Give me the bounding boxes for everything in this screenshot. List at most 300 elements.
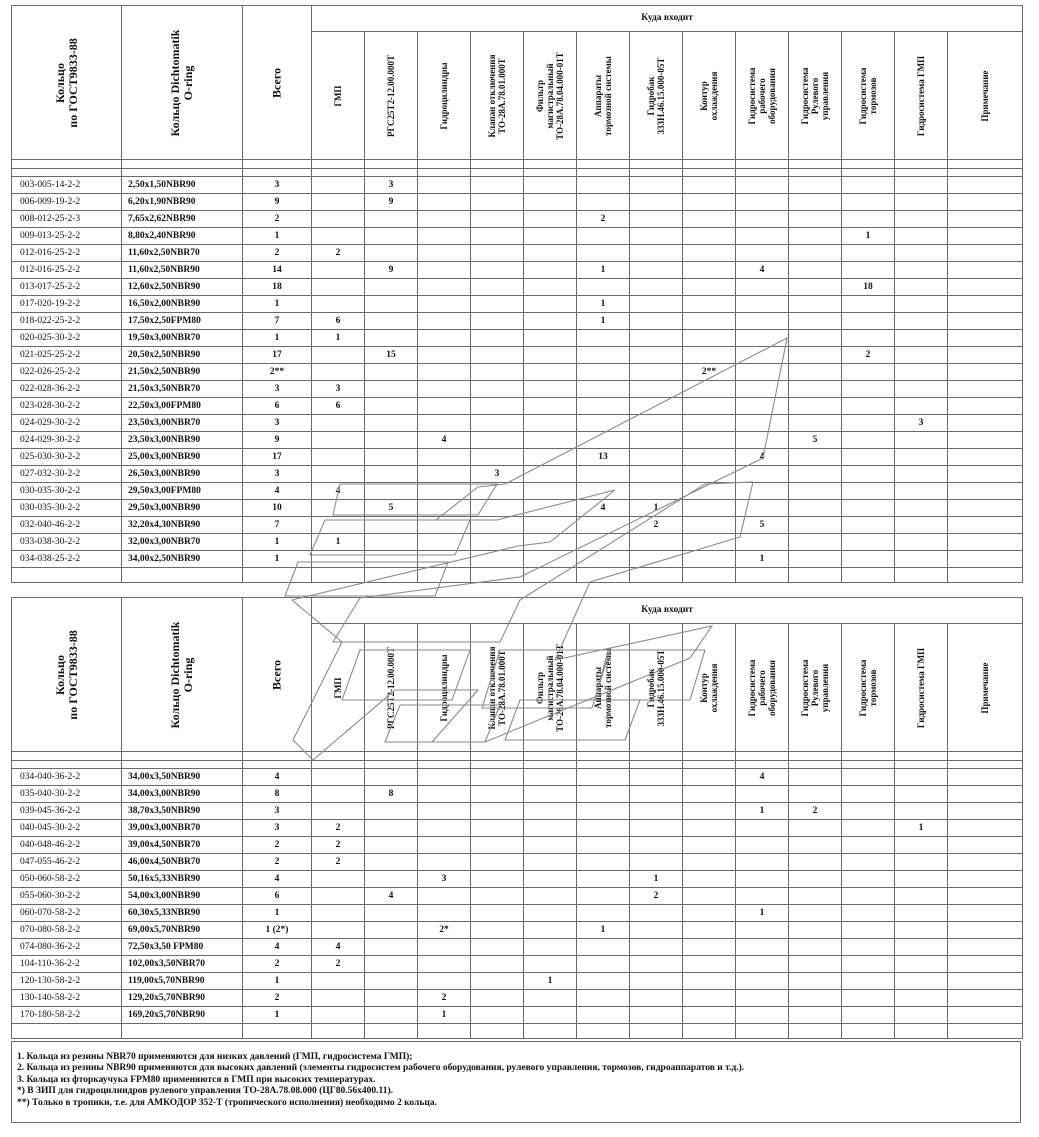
destination-qty-cell xyxy=(683,888,736,905)
destination-qty-cell: 1 xyxy=(577,313,630,330)
header-ring-dichtomatik-label: Кольцо Dichtomatik O-ring xyxy=(168,621,195,728)
total-cell: 3 xyxy=(243,177,312,194)
spacer-cell xyxy=(524,160,577,169)
destination-qty-cell xyxy=(683,347,736,364)
spacer-cell xyxy=(630,568,683,583)
destination-qty-cell xyxy=(365,922,418,939)
spacer-cell xyxy=(895,568,948,583)
destination-qty-cell xyxy=(736,922,789,939)
destination-qty-cell xyxy=(365,432,418,449)
destination-qty-cell xyxy=(524,990,577,1007)
spacer-cell xyxy=(312,160,365,169)
destination-qty-cell xyxy=(365,245,418,262)
destination-qty-cell xyxy=(895,228,948,245)
destination-qty-cell: 9 xyxy=(365,262,418,279)
destination-qty-cell: 2 xyxy=(418,990,471,1007)
destination-qty-cell xyxy=(683,245,736,262)
total-cell: 1 xyxy=(243,330,312,347)
spacer-cell xyxy=(312,761,365,769)
destination-qty-cell xyxy=(948,905,1023,922)
table-row xyxy=(12,177,1023,194)
destination-qty-cell xyxy=(948,1007,1023,1024)
total-cell: 2 xyxy=(243,245,312,262)
spacer-cell xyxy=(524,169,577,177)
destination-qty-cell xyxy=(895,905,948,922)
destination-qty-cell xyxy=(895,398,948,415)
destination-qty-cell xyxy=(365,313,418,330)
table-row xyxy=(12,500,1023,517)
destination-qty-cell xyxy=(471,854,524,871)
spacer-cell xyxy=(471,752,524,761)
destination-qty-cell xyxy=(524,262,577,279)
destination-qty-cell xyxy=(418,245,471,262)
spacer-cell xyxy=(577,752,630,761)
destination-qty-cell xyxy=(683,803,736,820)
header-destination xyxy=(630,624,683,752)
table-row xyxy=(12,956,1023,973)
ring-gost-cell: 035-040-30-2-2 xyxy=(12,786,122,803)
destination-qty-cell xyxy=(312,296,365,313)
spacer-cell xyxy=(122,761,243,769)
spacer-cell xyxy=(577,568,630,583)
header-destination-label: Гидросистема ГМП xyxy=(916,55,926,136)
header-ring-dichtomatik-label: Кольцо Dichtomatik O-ring xyxy=(168,29,195,136)
destination-qty-cell: 2 xyxy=(312,854,365,871)
destination-qty-cell xyxy=(365,228,418,245)
destination-qty-cell xyxy=(524,466,577,483)
destination-qty-cell xyxy=(895,194,948,211)
header-destination xyxy=(418,624,471,752)
destination-qty-cell xyxy=(842,381,895,398)
destination-qty-cell xyxy=(471,922,524,939)
spacer-cell xyxy=(418,752,471,761)
spacer-cell xyxy=(895,160,948,169)
destination-qty-cell xyxy=(683,194,736,211)
spacer-cell xyxy=(243,160,312,169)
spacer-cell xyxy=(683,761,736,769)
destination-qty-cell xyxy=(895,500,948,517)
spacer-cell xyxy=(122,568,243,583)
header-ring-dichtomatik xyxy=(122,598,243,752)
spacer-cell xyxy=(577,169,630,177)
header-destination xyxy=(683,32,736,160)
destination-qty-cell xyxy=(789,347,842,364)
destination-qty-cell xyxy=(365,1007,418,1024)
destination-qty-cell xyxy=(736,432,789,449)
destination-qty-cell xyxy=(418,973,471,990)
destination-qty-cell xyxy=(683,228,736,245)
ring-gost-cell: 020-025-30-2-2 xyxy=(12,330,122,347)
destination-qty-cell xyxy=(948,517,1023,534)
destination-qty-cell xyxy=(736,364,789,381)
destination-qty-cell xyxy=(418,854,471,871)
spacer-cell xyxy=(471,1024,524,1039)
destination-qty-cell xyxy=(524,177,577,194)
table-row xyxy=(12,905,1023,922)
destination-qty-cell xyxy=(895,177,948,194)
destination-qty-cell xyxy=(630,296,683,313)
destination-qty-cell xyxy=(683,381,736,398)
ring-gost-cell: 023-028-30-2-2 xyxy=(12,398,122,415)
destination-qty-cell xyxy=(948,245,1023,262)
destination-qty-cell xyxy=(524,820,577,837)
destination-qty-cell: 3 xyxy=(418,871,471,888)
destination-qty-cell xyxy=(471,296,524,313)
destination-qty-cell xyxy=(683,551,736,568)
destination-qty-cell xyxy=(789,854,842,871)
destination-qty-cell xyxy=(842,769,895,786)
ring-dichtomatik-cell: 34,00x3,00NBR90 xyxy=(122,786,243,803)
total-cell: 4 xyxy=(243,939,312,956)
spacer-cell xyxy=(524,761,577,769)
destination-qty-cell xyxy=(736,228,789,245)
destination-qty-cell xyxy=(418,888,471,905)
destination-qty-cell xyxy=(736,973,789,990)
destination-qty-cell xyxy=(683,769,736,786)
table-row xyxy=(12,551,1023,568)
spacer-cell xyxy=(365,169,418,177)
destination-qty-cell xyxy=(895,888,948,905)
destination-qty-cell xyxy=(736,245,789,262)
destination-qty-cell xyxy=(683,973,736,990)
spacer-cell xyxy=(365,160,418,169)
destination-qty-cell xyxy=(895,466,948,483)
ring-dichtomatik-cell: 39,00x3,00NBR70 xyxy=(122,820,243,837)
ring-dichtomatik-cell: 16,50x2,00NBR90 xyxy=(122,296,243,313)
ring-dichtomatik-cell: 23,50x3,00NBR70 xyxy=(122,415,243,432)
destination-qty-cell: 3 xyxy=(365,177,418,194)
table-row xyxy=(12,228,1023,245)
ring-dichtomatik-cell: 29,50x3,00FPM80 xyxy=(122,483,243,500)
total-cell: 2 xyxy=(243,956,312,973)
table-row xyxy=(12,990,1023,1007)
ring-gost-cell: 130-140-58-2-2 xyxy=(12,990,122,1007)
ring-gost-cell: 040-048-46-2-2 xyxy=(12,837,122,854)
destination-qty-cell xyxy=(471,939,524,956)
destination-qty-cell xyxy=(683,939,736,956)
destination-qty-cell xyxy=(948,211,1023,228)
destination-qty-cell xyxy=(683,211,736,228)
spacer-cell xyxy=(365,752,418,761)
spacer-cell xyxy=(789,1024,842,1039)
destination-qty-cell xyxy=(789,262,842,279)
destination-qty-cell xyxy=(418,905,471,922)
spacer-cell xyxy=(842,169,895,177)
spacer-cell xyxy=(577,160,630,169)
destination-qty-cell xyxy=(524,330,577,347)
destination-qty-cell xyxy=(736,177,789,194)
destination-qty-cell xyxy=(312,262,365,279)
header-destination-group: Куда входит xyxy=(312,6,1023,32)
table-row xyxy=(12,211,1023,228)
destination-qty-cell xyxy=(524,449,577,466)
header-destination-label: ГМП xyxy=(333,677,343,699)
destination-qty-cell xyxy=(736,347,789,364)
destination-qty-cell xyxy=(418,786,471,803)
destination-qty-cell xyxy=(312,177,365,194)
total-cell: 3 xyxy=(243,381,312,398)
destination-qty-cell xyxy=(312,364,365,381)
total-cell: 1 xyxy=(243,1007,312,1024)
ring-gost-cell: 034-038-25-2-2 xyxy=(12,551,122,568)
destination-qty-cell xyxy=(948,786,1023,803)
destination-qty-cell xyxy=(683,415,736,432)
destination-qty-cell: 4 xyxy=(365,888,418,905)
ring-gost-cell: 040-045-30-2-2 xyxy=(12,820,122,837)
destination-qty-cell xyxy=(736,820,789,837)
destination-qty-cell xyxy=(630,211,683,228)
destination-qty-cell xyxy=(524,483,577,500)
destination-qty-cell xyxy=(789,534,842,551)
destination-qty-cell xyxy=(895,551,948,568)
destination-qty-cell xyxy=(365,296,418,313)
destination-qty-cell xyxy=(789,517,842,534)
destination-qty-cell: 2 xyxy=(630,888,683,905)
ring-dichtomatik-cell: 29,50x3,00NBR90 xyxy=(122,500,243,517)
spacer-cell xyxy=(12,169,122,177)
destination-qty-cell xyxy=(789,837,842,854)
note-4: *) В ЗИП для гидроцилиндров рулевого управления ТО-28А.78.08.000 (ЦГ80.56х400.11). xyxy=(17,1086,394,1097)
destination-qty-cell xyxy=(736,279,789,296)
destination-qty-cell xyxy=(471,330,524,347)
destination-qty-cell xyxy=(577,347,630,364)
table-row xyxy=(12,466,1023,483)
destination-qty-cell xyxy=(683,500,736,517)
destination-qty-cell xyxy=(630,449,683,466)
destination-qty-cell xyxy=(418,381,471,398)
spacer-cell xyxy=(471,169,524,177)
destination-qty-cell xyxy=(577,194,630,211)
spacer-cell xyxy=(418,568,471,583)
destination-qty-cell xyxy=(577,466,630,483)
ring-gost-cell: 013-017-25-2-2 xyxy=(12,279,122,296)
destination-qty-cell xyxy=(524,432,577,449)
spacer-cell xyxy=(471,568,524,583)
header-ring-gost-label: Кольцо по ГОСТ9833-88 xyxy=(52,629,80,720)
note-2: 2. Кольца из резины NBR90 применяются для высоких давлений (элементы гидросистем рабочего оборудования, рулевого управления, тормозов, гидроаппаратов и т.д.). xyxy=(17,1063,745,1074)
destination-qty-cell: 4 xyxy=(312,483,365,500)
destination-qty-cell xyxy=(365,939,418,956)
spacer-cell xyxy=(312,169,365,177)
destination-qty-cell xyxy=(312,803,365,820)
destination-qty-cell xyxy=(471,956,524,973)
destination-qty-cell xyxy=(842,837,895,854)
ring-dichtomatik-cell: 19,50x3,00NBR70 xyxy=(122,330,243,347)
destination-qty-cell xyxy=(789,211,842,228)
destination-qty-cell xyxy=(418,517,471,534)
destination-qty-cell xyxy=(630,854,683,871)
destination-qty-cell xyxy=(312,973,365,990)
destination-qty-cell xyxy=(312,922,365,939)
destination-qty-cell xyxy=(948,888,1023,905)
ring-gost-cell: 070-080-58-2-2 xyxy=(12,922,122,939)
header-destination xyxy=(789,32,842,160)
header-destination-label: Примечание xyxy=(980,70,991,122)
ring-dichtomatik-cell: 20,50x2,50NBR90 xyxy=(122,347,243,364)
destination-qty-cell: 9 xyxy=(365,194,418,211)
destination-qty-cell xyxy=(789,330,842,347)
total-cell: 3 xyxy=(243,820,312,837)
destination-qty-cell xyxy=(471,786,524,803)
destination-qty-cell xyxy=(683,956,736,973)
spacer-cell xyxy=(365,761,418,769)
destination-qty-cell xyxy=(789,398,842,415)
destination-qty-cell xyxy=(948,228,1023,245)
destination-qty-cell xyxy=(577,888,630,905)
ring-gost-cell: 027-032-30-2-2 xyxy=(12,466,122,483)
spacer-cell xyxy=(122,160,243,169)
destination-qty-cell xyxy=(524,956,577,973)
total-cell: 9 xyxy=(243,194,312,211)
destination-qty-cell xyxy=(418,364,471,381)
destination-qty-cell xyxy=(736,466,789,483)
destination-qty-cell xyxy=(365,973,418,990)
ring-gost-cell: 003-005-14-2-2 xyxy=(12,177,122,194)
ring-dichtomatik-cell: 11,60x2,50NBR70 xyxy=(122,245,243,262)
spacer-cell xyxy=(736,1024,789,1039)
destination-qty-cell xyxy=(365,820,418,837)
destination-qty-cell xyxy=(524,228,577,245)
destination-qty-cell: 1 xyxy=(312,330,365,347)
destination-qty-cell xyxy=(948,398,1023,415)
table-row xyxy=(12,398,1023,415)
destination-qty-cell xyxy=(524,871,577,888)
destination-qty-cell xyxy=(842,177,895,194)
ring-gost-cell: 022-028-36-2-2 xyxy=(12,381,122,398)
destination-qty-cell: 4 xyxy=(736,769,789,786)
destination-qty-cell xyxy=(365,398,418,415)
spacer-cell xyxy=(630,1024,683,1039)
destination-qty-cell xyxy=(842,786,895,803)
destination-qty-cell xyxy=(365,990,418,1007)
ring-gost-cell: 074-080-36-2-2 xyxy=(12,939,122,956)
destination-qty-cell: 1 xyxy=(736,803,789,820)
destination-qty-cell: 1 xyxy=(312,534,365,551)
header-destination-label: Гидроцилиндры xyxy=(439,62,449,130)
destination-qty-cell xyxy=(736,956,789,973)
total-cell: 1 xyxy=(243,973,312,990)
destination-qty-cell xyxy=(630,837,683,854)
total-cell: 6 xyxy=(243,398,312,415)
spacer-cell xyxy=(736,568,789,583)
destination-qty-cell xyxy=(683,1007,736,1024)
table-row xyxy=(12,194,1023,211)
spacer-cell xyxy=(842,752,895,761)
total-cell: 6 xyxy=(243,888,312,905)
destination-qty-cell xyxy=(524,381,577,398)
header-destination-label: Контур охлаждения xyxy=(699,71,719,120)
destination-qty-cell xyxy=(630,177,683,194)
spacer-cell xyxy=(895,169,948,177)
ring-dichtomatik-cell: 169,20x5,70NBR90 xyxy=(122,1007,243,1024)
destination-qty-cell xyxy=(577,415,630,432)
spacer-cell xyxy=(365,1024,418,1039)
table-row xyxy=(12,534,1023,551)
spacer-cell xyxy=(842,1024,895,1039)
spacer-cell xyxy=(630,160,683,169)
destination-qty-cell xyxy=(471,990,524,1007)
header-total xyxy=(243,6,312,160)
destination-qty-cell xyxy=(842,888,895,905)
destination-qty-cell xyxy=(418,956,471,973)
spacer-cell xyxy=(948,752,1023,761)
destination-qty-cell xyxy=(524,922,577,939)
destination-qty-cell xyxy=(524,786,577,803)
ring-dichtomatik-cell: 17,50x2,50FPM80 xyxy=(122,313,243,330)
destination-qty-cell xyxy=(471,279,524,296)
total-cell: 2** xyxy=(243,364,312,381)
destination-qty-cell: 2 xyxy=(630,517,683,534)
destination-qty-cell xyxy=(789,415,842,432)
destination-qty-cell xyxy=(577,534,630,551)
header-ring-gost xyxy=(12,6,122,160)
destination-qty-cell xyxy=(842,990,895,1007)
destination-qty-cell xyxy=(418,500,471,517)
destination-qty-cell xyxy=(948,364,1023,381)
destination-qty-cell xyxy=(842,500,895,517)
header-destination-label: Клапан отключения ТО-28А.78.01.000Т xyxy=(487,646,507,730)
ring-gost-cell: 024-029-30-2-2 xyxy=(12,432,122,449)
ring-gost-cell: 022-026-25-2-2 xyxy=(12,364,122,381)
destination-qty-cell xyxy=(789,228,842,245)
destination-qty-cell xyxy=(471,483,524,500)
spacer-cell xyxy=(895,1024,948,1039)
destination-qty-cell: 2 xyxy=(312,245,365,262)
header-destination xyxy=(736,624,789,752)
destination-qty-cell: 3 xyxy=(471,466,524,483)
header-destination-label: Гидросистема ГМП xyxy=(916,647,926,728)
ring-dichtomatik-cell: 11,60x2,50NBR90 xyxy=(122,262,243,279)
total-cell: 7 xyxy=(243,517,312,534)
destination-qty-cell xyxy=(736,381,789,398)
destination-qty-cell xyxy=(630,551,683,568)
destination-qty-cell xyxy=(895,956,948,973)
destination-qty-cell xyxy=(789,871,842,888)
total-cell: 3 xyxy=(243,415,312,432)
ring-gost-cell: 055-060-30-2-2 xyxy=(12,888,122,905)
destination-qty-cell xyxy=(789,990,842,1007)
destination-qty-cell xyxy=(736,534,789,551)
spacer-cell xyxy=(683,568,736,583)
header-destination xyxy=(948,624,1023,752)
destination-qty-cell: 4 xyxy=(736,262,789,279)
table-row xyxy=(12,803,1023,820)
destination-qty-cell xyxy=(948,194,1023,211)
destination-qty-cell xyxy=(683,398,736,415)
destination-qty-cell xyxy=(842,466,895,483)
destination-qty-cell xyxy=(948,500,1023,517)
total-cell: 18 xyxy=(243,279,312,296)
destination-qty-cell xyxy=(471,364,524,381)
destination-qty-cell xyxy=(577,517,630,534)
spacer-cell xyxy=(471,160,524,169)
header-destination-label: Гидросистема рабочего оборудования xyxy=(747,67,777,124)
destination-qty-cell xyxy=(736,313,789,330)
ring-gost-cell: 006-009-19-2-2 xyxy=(12,194,122,211)
ring-gost-cell: 033-038-30-2-2 xyxy=(12,534,122,551)
header-destination xyxy=(948,32,1023,160)
ring-dichtomatik-cell: 8,80x2,40NBR90 xyxy=(122,228,243,245)
total-cell: 4 xyxy=(243,483,312,500)
header-total xyxy=(243,598,312,752)
destination-qty-cell xyxy=(948,381,1023,398)
destination-qty-cell xyxy=(736,483,789,500)
table-row xyxy=(12,483,1023,500)
destination-qty-cell xyxy=(789,194,842,211)
destination-qty-cell: 6 xyxy=(312,313,365,330)
destination-qty-cell xyxy=(577,228,630,245)
header-ring-dichtomatik xyxy=(122,6,243,160)
